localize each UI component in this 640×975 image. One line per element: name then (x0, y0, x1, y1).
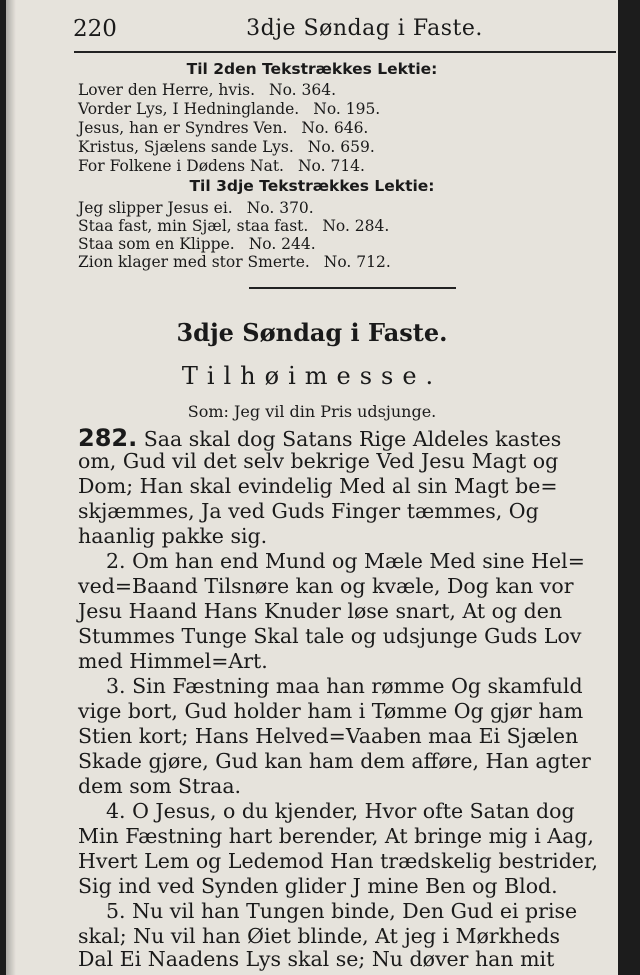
section-divider (249, 287, 456, 289)
hymn-list-number: No. 244. (248, 235, 316, 253)
verse-line: 282. Saa skal dog Satans Rige Aldeles kastes (78, 424, 562, 452)
hymn-number: 282. (78, 424, 138, 452)
hymn-list-item (78, 100, 380, 121)
hymn-list-number: No. 284. (322, 217, 390, 235)
verse-line: 2. Om han end Mund og Mæle Med sine Hel= (106, 549, 585, 573)
hymn-list-title: Staa som en Klippe. (78, 235, 235, 253)
verse-line: Dal Ei Naadens Lys skal se; Nu døver han mit (78, 947, 555, 971)
hymn-list-item (78, 253, 391, 274)
hymn-list-item (78, 138, 375, 159)
page-number: 220 (73, 16, 117, 42)
verse-line: 5. Nu vil han Tungen binde, Den Gud ei prise (106, 899, 578, 923)
melody-line: Som: Jeg vil din Pris udsjunge. (187, 402, 437, 421)
verse-line: Min Fæstning hart berender, At bringe mig i Aag, (78, 824, 594, 848)
hymn-list-title: Vorder Lys, I Hedninglande. (78, 100, 300, 118)
verse-line: Jesu Haand Hans Knuder løse snart, At og den (78, 599, 563, 623)
verse-line: Stien kort; Hans Helved=Vaaben maa Ei Sjælen (78, 724, 579, 748)
hymn-list-title: Staa fast, min Sjæl, staa fast. (78, 217, 309, 235)
hymn-list-title: Lover den Herre, hvis. (78, 81, 256, 99)
verse-line: 3. Sin Fæstning maa han rømme Og skamfuld (106, 674, 583, 698)
verse-line: Hvert Lem og Ledemod Han trædskelig bestrider, (78, 849, 599, 873)
verse-line: Sig ind ved Synden glider J mine Ben og Blod. (78, 874, 558, 898)
header-rule (74, 51, 616, 53)
verse-line: 4. O Jesus, o du kjender, Hvor ofte Satan dog (106, 799, 575, 823)
section-heading-3dje: Til 3dje Tekstrækkes Lektie: (189, 177, 435, 195)
service-heading: Tilhøimesse. (181, 362, 443, 390)
book-page (6, 0, 618, 975)
verse-line: skjæmmes, Ja ved Guds Finger tæmmes, Og (78, 499, 539, 523)
verse-line: Stummes Tunge Skal tale og udsjunge Guds Lov (78, 624, 582, 648)
hymn-list-number: No. 370. (246, 199, 314, 217)
verse-line: haanlig pakke sig. (78, 524, 268, 548)
hymn-list-number: No. 712. (323, 253, 391, 271)
hymn-list-number: No. 714. (297, 157, 365, 175)
hymn-list-title: Jeg slipper Jesus ei. (78, 199, 233, 217)
verse-line: med Himmel=Art. (78, 649, 268, 673)
hymn-list-number: No. 646. (301, 119, 369, 137)
hymn-list-number: No. 659. (307, 138, 375, 156)
hymn-list-number: No. 364. (269, 81, 337, 99)
verse-line: Dom; Han skal evindelig Med al sin Magt be= (78, 474, 558, 498)
hymn-list-item (78, 81, 336, 102)
hymn-list-title: Zion klager med stor Smerte. (78, 253, 310, 271)
verse-line: om, Gud vil det selv bekrige Ved Jesu Magt og (78, 449, 559, 473)
verse-line: vige bort, Gud holder ham i Tømme Og gjør ham (78, 699, 584, 723)
running-title: 3dje Søndag i Faste. (246, 16, 483, 41)
verse-line: skal; Nu vil han Øiet blinde, At jeg i Mørkheds (78, 924, 561, 948)
verse-line: ved=Baand Tilsnøre kan og kvæle, Dog kan vor (78, 574, 574, 598)
verse-line: dem som Straa. (78, 774, 242, 798)
hymn-list-item (78, 119, 368, 140)
hymn-list-title: For Folkene i Dødens Nat. (78, 157, 284, 175)
hymn-list-item (78, 157, 365, 178)
sunday-heading: 3dje Søndag i Faste. (176, 318, 448, 347)
hymn-list-number: No. 195. (313, 100, 381, 118)
hymn-list-title: Kristus, Sjælens sande Lys. (78, 138, 294, 156)
section-heading-2den: Til 2den Tekstrækkes Lektie: (186, 60, 438, 78)
hymn-list-title: Jesus, han er Syndres Ven. (78, 119, 288, 137)
verse-line: Skade gjøre, Gud kan ham dem afføre, Han agter (78, 749, 591, 773)
